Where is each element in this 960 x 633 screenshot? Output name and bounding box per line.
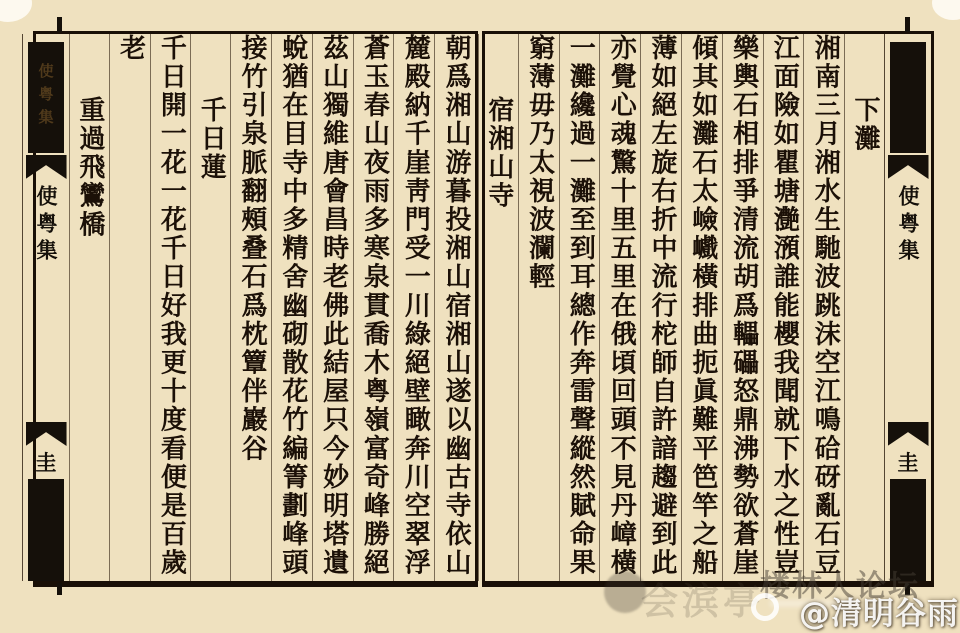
- verse-column: 樂輿石相排爭清流胡爲轠礧怒鼎沸勢欲蒼崖: [722, 34, 763, 581]
- verse-column: 老: [109, 34, 150, 581]
- spine-page-number: 圭: [897, 450, 919, 475]
- watermark-circle-icon: [751, 593, 779, 621]
- poem-title-column: 重過飛鸞橋: [69, 34, 109, 581]
- watermark-signature: @清明谷雨: [799, 596, 959, 632]
- black-mouth-tick-top: [905, 17, 910, 32]
- watermark-forum-text: 楼林人论坛: [760, 569, 920, 604]
- verse-column: 茲山獨維唐會昌時老佛此結屋只今妙明塔遺: [312, 34, 353, 581]
- scan-corner-top-right: [932, 0, 960, 20]
- watermark-dark-disc: [604, 571, 646, 613]
- verse-column: 千日開一花一花千日好我更十度看便是百歲: [150, 34, 191, 581]
- verse-column: 一灘纔過一灘至到耳總作奔雷聲縱然賦命果: [559, 34, 600, 581]
- right-page: [482, 31, 934, 587]
- verse-column: 傾其如灘石太嶮巇橫排曲扼眞難平笆竿之船: [681, 34, 722, 581]
- verse-column: 亦覺心魂驚十里五里在俄頃回頭不見丹嶂橫: [599, 34, 640, 581]
- spine-black-block-top: [28, 42, 64, 153]
- black-mouth-tick-top: [57, 17, 62, 32]
- right-page-text-area: [485, 34, 931, 581]
- fishtail-ornament-lower: [26, 422, 67, 446]
- verse-column: 接竹引泉脈翻頰叠石爲枕簟伴巖谷: [230, 34, 271, 581]
- black-mouth-tick-bottom: [57, 583, 62, 595]
- spine-ghost-text: 使粤集: [36, 63, 55, 132]
- watermark-faint-text: 会滨亭: [641, 580, 764, 623]
- verse-column: 麓殿納千崖靑門受一川綠絕壁瞰奔川空翠浮: [393, 34, 434, 581]
- left-spine-column: [22, 34, 69, 581]
- right-spine-column: [884, 34, 931, 581]
- poem-title-column: 下灘: [844, 34, 884, 581]
- poem-title-column: 宿湘山寺: [478, 34, 518, 581]
- left-page: [33, 31, 478, 587]
- spine-collection-title: 使粤集: [896, 185, 921, 266]
- scan-corner-top-left: [0, 0, 32, 22]
- fishtail-ornament-upper: [888, 155, 929, 179]
- verse-column: 薄如絕左旋右折中流行柁師自許諳趨避到此: [640, 34, 681, 581]
- verse-column: 蛻猶在目寺中多精舍幽砌散花竹編箐劃峰頭: [271, 34, 312, 581]
- spine-black-block-top: [890, 42, 926, 153]
- poem-title-column: 千日蓮: [190, 34, 230, 581]
- verse-column: 江面險如瞿塘灔澦誰能櫻我聞就下水之性豈: [763, 34, 804, 581]
- spine-page-number: 圭: [35, 450, 57, 475]
- verse-column: 朝爲湘山游暮投湘山宿湘山遂以幽古寺依山: [434, 34, 475, 581]
- verse-column: 窮薄毋乃太視波瀾輕: [518, 34, 559, 581]
- spine-collection-title: 使粤集: [34, 185, 60, 266]
- spine-black-block-bottom: [28, 479, 64, 581]
- verse-column: 蒼玉春山夜雨多寒泉貫喬木粤嶺富奇峰勝絕: [353, 34, 394, 581]
- verse-column: 湘南三月湘水生馳波跳沫空江鳴硆砑亂石豆: [803, 34, 844, 581]
- fishtail-ornament-lower: [888, 422, 929, 446]
- fishtail-ornament-upper: [26, 155, 67, 179]
- left-page-text-area: [36, 34, 475, 581]
